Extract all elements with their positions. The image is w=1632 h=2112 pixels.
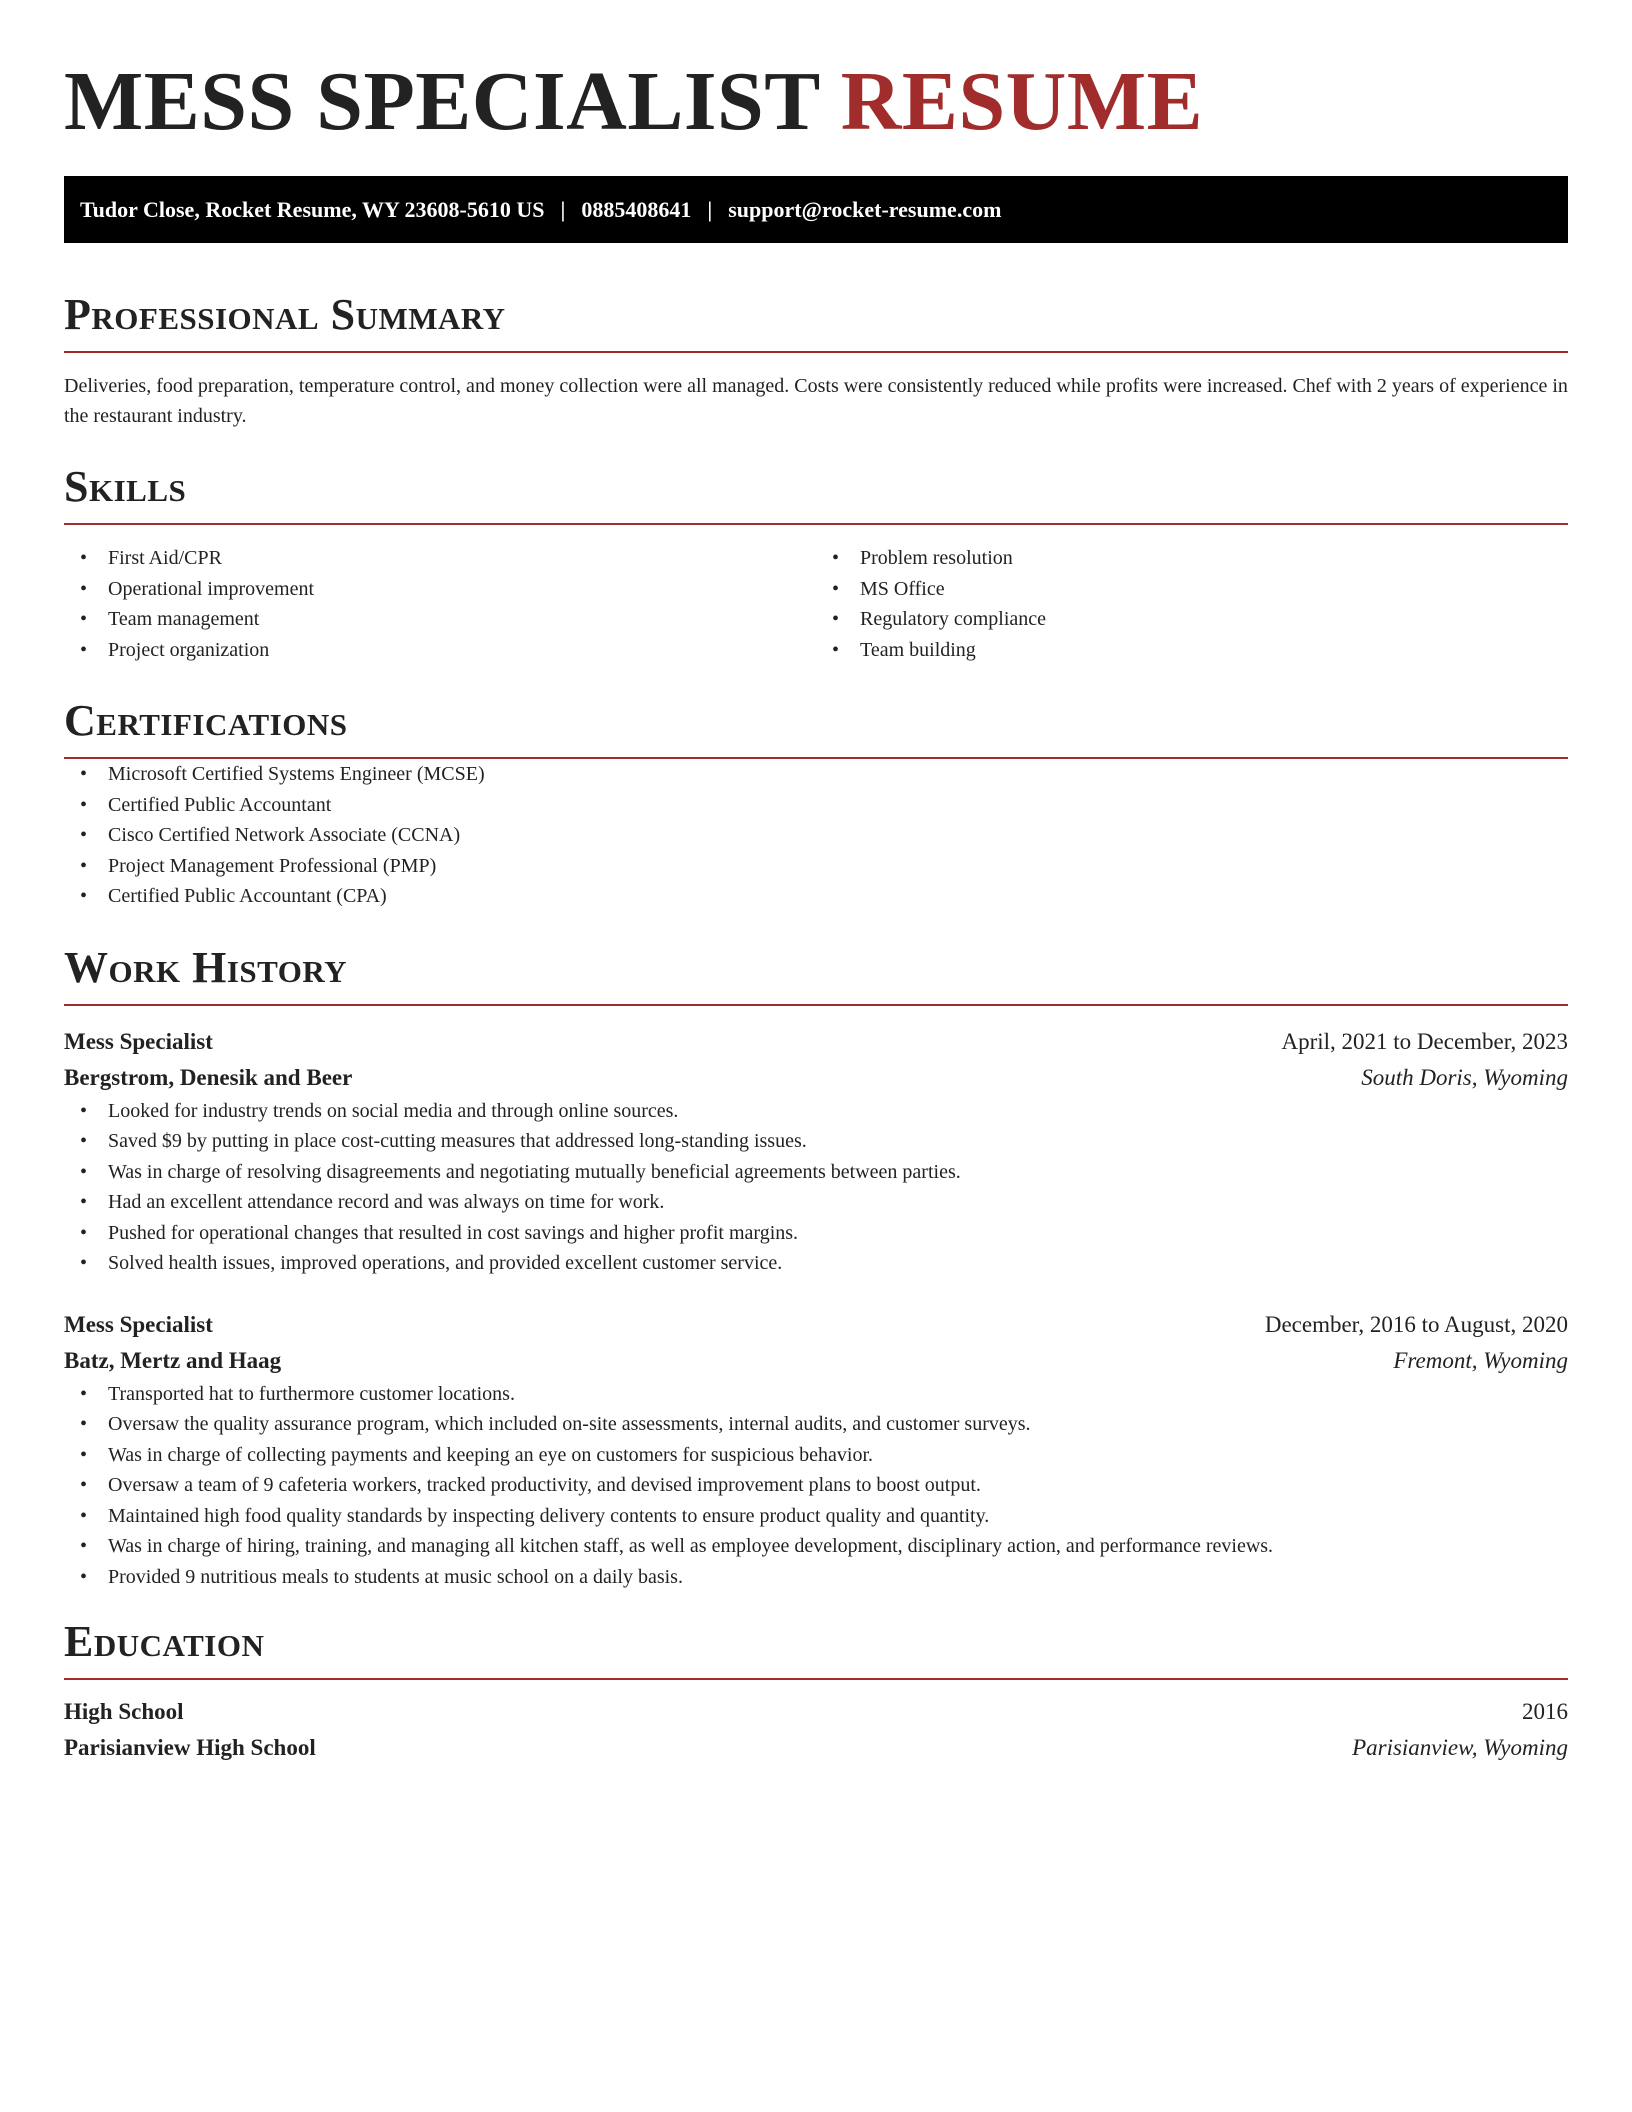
- summary-text: Deliveries, food preparation, temperature control, and money collection were all managed. Costs were consistently reduced while profits were increased. Chef with 2 years of experience in the restaurant industry.: [64, 375, 1568, 427]
- job-bullet: • Was in charge of collecting payments and keeping an eye on customers for suspicious behavior.: [64, 1440, 1568, 1471]
- work-history-heading: Work History: [64, 942, 348, 992]
- job-title: Mess Specialist: [64, 1311, 213, 1337]
- skill-item: • First Aid/CPR: [64, 543, 816, 574]
- job-company: Bergstrom, Denesik and Beer: [64, 1064, 353, 1090]
- contact-bar: [64, 176, 1568, 243]
- job-bullet: • Transported hat to furthermore customer locations.: [64, 1379, 1568, 1410]
- certification-item: • Certified Public Accountant (CPA): [64, 881, 1568, 912]
- education-degree: High School: [64, 1699, 184, 1724]
- job-title: Mess Specialist: [64, 1028, 213, 1054]
- skills-section: [64, 459, 1568, 665]
- skill-item: • MS Office: [816, 574, 1568, 605]
- education-subheader: [64, 1730, 1568, 1766]
- skills-list-right: [816, 543, 1568, 665]
- section-divider: [64, 1678, 1568, 1680]
- section-divider: [64, 1004, 1568, 1006]
- certifications-section: [64, 693, 1568, 912]
- skills-heading: Skills: [64, 462, 187, 511]
- job-bullet: • Looked for industry trends on social media and through online sources.: [64, 1096, 1568, 1127]
- job-entry: [64, 1307, 1568, 1593]
- job-bullet: • Had an excellent attendance record and was always on time for work.: [64, 1187, 1568, 1218]
- education-section: [64, 1614, 1568, 1766]
- job-bullet: • Was in charge of resolving disagreements and negotiating mutually beneficial agreements between parties.: [64, 1157, 1568, 1188]
- job-location: Fremont, Wyoming: [1393, 1347, 1568, 1373]
- job-bullet: • Provided 9 nutritious meals to students at music school on a daily basis.: [64, 1562, 1568, 1593]
- skill-item: • Team building: [816, 635, 1568, 666]
- skills-grid: [64, 543, 1568, 665]
- contact-email: support@rocket-resume.com: [728, 196, 1002, 222]
- contact-separator: |: [707, 196, 713, 222]
- job-header: [64, 1307, 1568, 1343]
- job-subheader: [64, 1343, 1568, 1379]
- title-accent: RESUME: [840, 55, 1204, 148]
- job-location: South Doris, Wyoming: [1361, 1064, 1568, 1090]
- job-entry: [64, 1024, 1568, 1279]
- contact-address: Tudor Close, Rocket Resume, WY 23608-5610 US: [80, 196, 545, 222]
- contact-phone: 0885408641: [581, 196, 692, 222]
- education-header: [64, 1694, 1568, 1730]
- title-main: MESS SPECIALIST: [64, 55, 820, 148]
- education-year: 2016: [1522, 1699, 1568, 1724]
- job-bullet: • Pushed for operational changes that resulted in cost savings and higher profit margins.: [64, 1218, 1568, 1249]
- education-location: Parisianview, Wyoming: [1352, 1735, 1568, 1760]
- certifications-list: [64, 759, 1568, 912]
- certifications-heading: Certifications: [64, 696, 348, 745]
- job-bullet: • Oversaw the quality assurance program, which included on-site assessments, internal audits, and customer surveys.: [64, 1409, 1568, 1440]
- job-bullet: • Saved $9 by putting in place cost-cutting measures that addressed long-standing issues.: [64, 1126, 1568, 1157]
- education-entry: [64, 1694, 1568, 1766]
- skill-item: • Operational improvement: [64, 574, 816, 605]
- certification-item: • Project Management Professional (PMP): [64, 851, 1568, 882]
- certification-item: • Cisco Certified Network Associate (CCNA): [64, 820, 1568, 851]
- job-header: [64, 1024, 1568, 1060]
- education-heading: Education: [64, 1617, 265, 1666]
- job-bullets: [64, 1379, 1568, 1593]
- job-bullet: • Oversaw a team of 9 cafeteria workers, tracked productivity, and devised improvement plans to boost output.: [64, 1470, 1568, 1501]
- contact-separator: |: [560, 196, 566, 222]
- certification-item: • Certified Public Accountant: [64, 790, 1568, 821]
- work-history-section: [64, 940, 1568, 1593]
- job-bullet: • Was in charge of hiring, training, and managing all kitchen staff, as well as employee development, disciplinary action, and performance reviews.: [64, 1531, 1568, 1562]
- job-subheader: [64, 1060, 1568, 1096]
- job-bullet: • Solved health issues, improved operations, and provided excellent customer service.: [64, 1248, 1568, 1279]
- section-divider: [64, 523, 1568, 525]
- skill-item: • Project organization: [64, 635, 816, 666]
- certification-item: • Microsoft Certified Systems Engineer (MCSE): [64, 759, 1568, 790]
- job-company: Batz, Mertz and Haag: [64, 1347, 282, 1373]
- job-bullet: • Maintained high food quality standards by inspecting delivery contents to ensure product quality and quantity.: [64, 1501, 1568, 1532]
- summary-heading: Professional Summary: [64, 290, 506, 339]
- job-dates: April, 2021 to December, 2023: [1281, 1028, 1568, 1054]
- skill-item: • Regulatory compliance: [816, 604, 1568, 635]
- skill-item: • Team management: [64, 604, 816, 635]
- resume-title: [64, 52, 1568, 152]
- job-bullets: [64, 1096, 1568, 1279]
- education-school: Parisianview High School: [64, 1735, 316, 1760]
- summary-section: [64, 287, 1568, 431]
- skill-item: • Problem resolution: [816, 543, 1568, 574]
- section-divider: [64, 351, 1568, 353]
- skills-list-left: [64, 543, 816, 665]
- job-dates: December, 2016 to August, 2020: [1264, 1311, 1568, 1337]
